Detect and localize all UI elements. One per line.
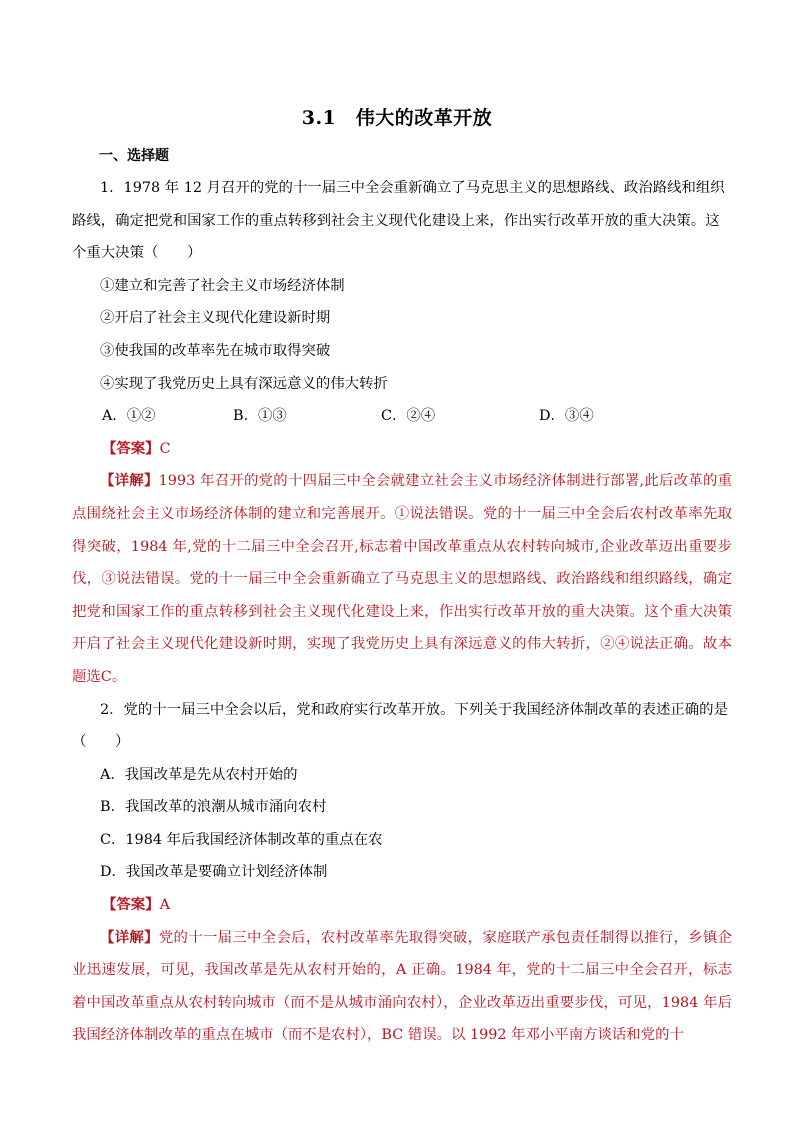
detail-tag: 【详解】: [100, 928, 159, 946]
question-1-item-4: ④实现了我党历史上具有深远意义的伟大转折: [100, 375, 388, 392]
choice-c: C．②④: [381, 408, 436, 425]
question-2-choice-a: A．我国改革是先从农村开始的: [100, 766, 298, 783]
answer-tag: 【答案】: [102, 896, 160, 914]
answer-value: C: [159, 440, 171, 457]
answer-tag: 【答案】: [102, 439, 160, 457]
choice-b: B．①③: [233, 408, 287, 425]
question-2-choice-c: C．1984 年后我国经济体制改革的重点在农: [100, 831, 383, 848]
question-2-detail: [72, 922, 732, 1052]
choice-a: A．①②: [102, 408, 156, 425]
question-2-choice-d: D．我国改革是要确立计划经济体制: [100, 864, 328, 881]
question-1-detail: [72, 465, 732, 693]
page-title: 3.1 伟大的改革开放: [301, 107, 493, 129]
answer-value: A: [159, 897, 170, 914]
detail-text: 党的十一届三中全会后，农村改革率先取得突破，家庭联产承包责任制得以推行，乡镇企业迅速发展，可见，我国改革是先从农村开始的，A 正确。1984 年，党的十二届三中全会召开，标志着中国改革重点从农村转向城市（而不是从城市涌向农村），企业改革迈出重要步伐，可见，1984 年后我国经济体制改革的重点在城市（而不是农村），BC 错误。以 1992 年邓小平南方谈话和党的十: [72, 929, 732, 1044]
question-1-item-2: ②开启了社会主义现代化建设新时期: [100, 310, 331, 327]
question-1-choices: [72, 400, 732, 433]
section-heading: 一、选择题: [99, 148, 169, 164]
question-1-item-1: ①建立和完善了社会主义市场经济体制: [100, 277, 345, 294]
detail-text: 1993 年召开的党的十四届三中全会就建立社会主义市场经济体制进行部署,此后改革的重点围绕社会主义市场经济体制的建立和完善展开。①说法错误。党的十一届三中全会后农村改革率先取得突破，1984 年,党的十二届三中全会召开,标志着中国改革重点从农村转向城市,企业改革迈出重要步伐，③说法错误。党的十一届三中全会重新确立了马克思主义的思想路线、政治路线和组织路线，确定把党和国家工作的重点转移到社会主义现代化建设上来，作出实行改革开放的重大决策。这个重大决策开启了社会主义现代化建设新时期，实现了我党历史上具有深远意义的伟大转折，②④说法正确。故本题选C。: [72, 473, 732, 685]
question-2-choice-b: B．我国改革的浪潮从城市涌向农村: [100, 799, 327, 816]
detail-tag: 【详解】: [100, 472, 159, 490]
question-2-stem: 2．党的十一届三中全会以后，党和政府实行改革开放。下列关于我国经济体制改革的表述正确的是（ ）: [72, 701, 728, 751]
question-1-answer: [72, 433, 732, 466]
document-body: [72, 172, 732, 1052]
question-1-item-3: ③使我国的改革率先在城市取得突破: [100, 342, 331, 359]
question-1-stem: 1．1978 年 12 月召开的党的十一届三中全会重新确立了马克思主义的思想路线、政治路线和组织路线，确定把党和国家工作的重点转移到社会主义现代化建设上来，作出实行改革开放的重大决策。这个重大决策（ ）: [72, 180, 725, 262]
question-2-answer: [72, 889, 732, 922]
choice-d: D．③④: [539, 408, 594, 425]
